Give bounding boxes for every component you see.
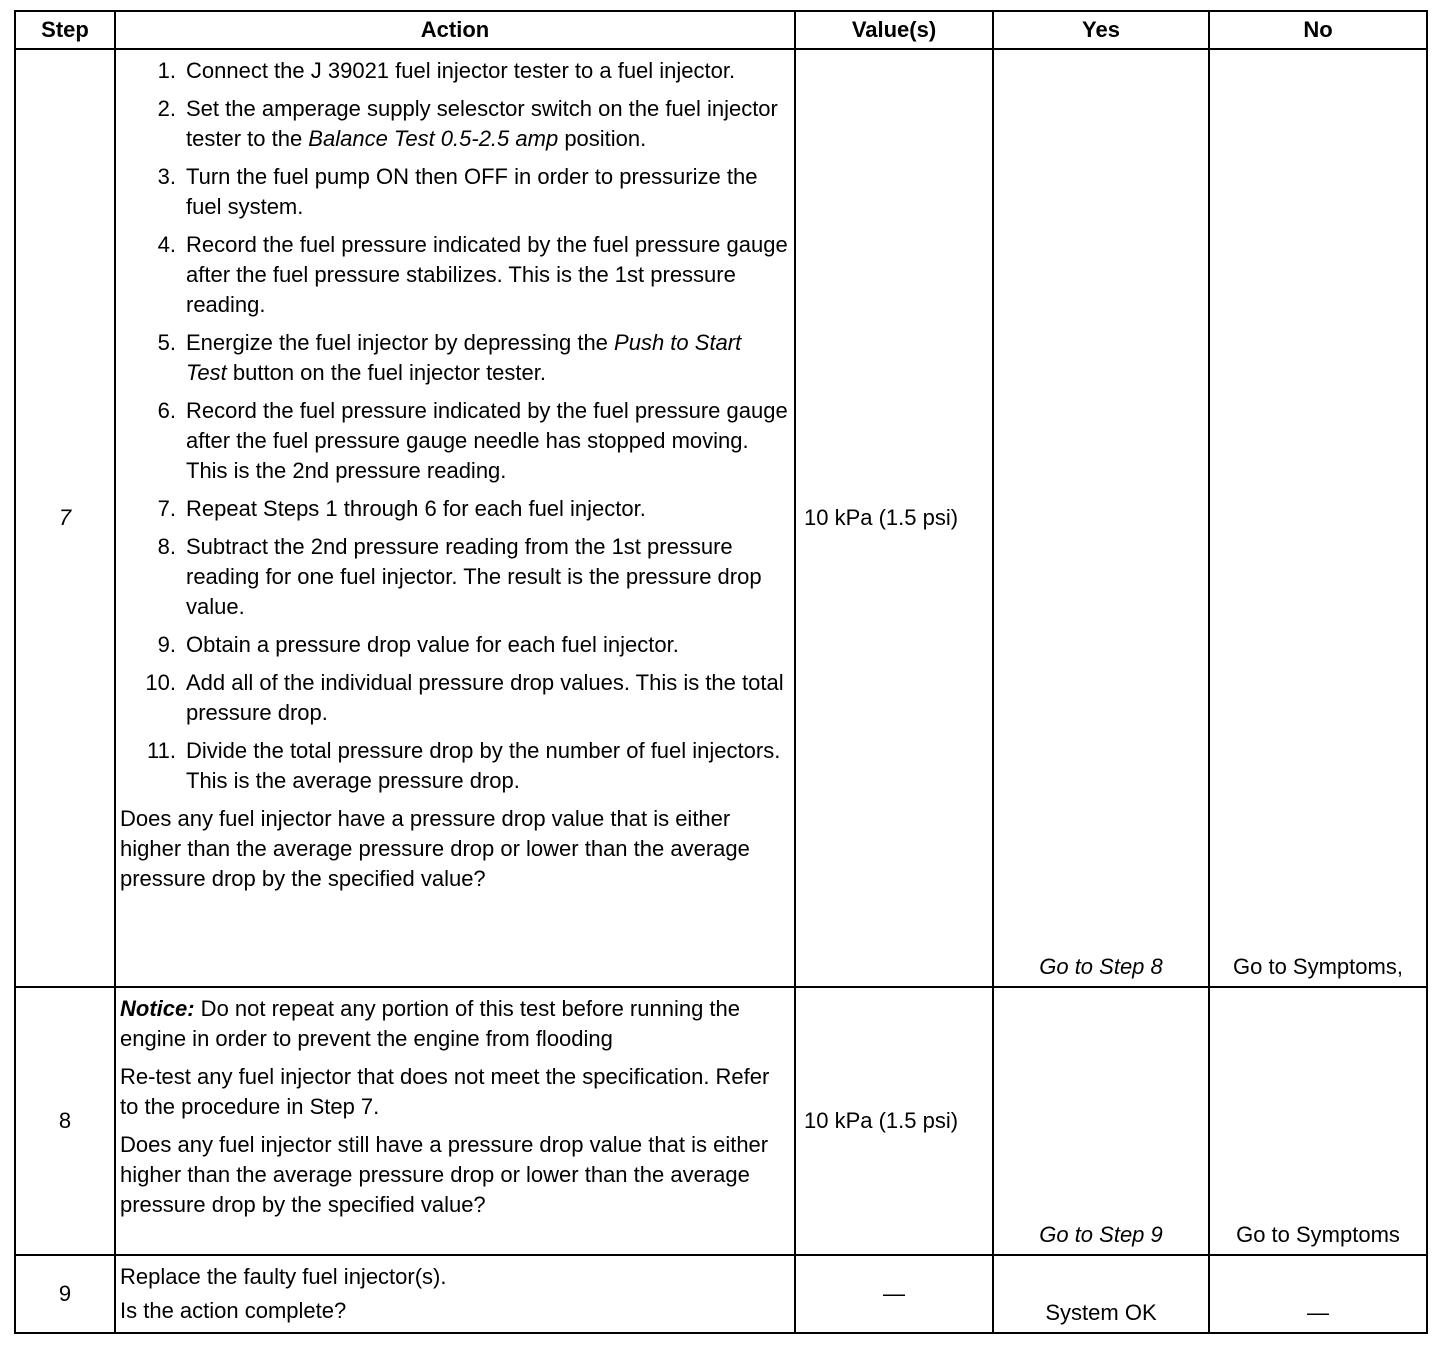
header-row <box>15 11 1427 49</box>
notice-paragraph: Notice: Do not repeat any portion of this test before running the engine in order to prevent the engine from flooding <box>120 996 741 1051</box>
action-cell <box>115 1255 795 1333</box>
list-item: 8. Subtract the 2nd pressure reading from the 1st pressure reading for one fuel injector. The result is the pressure drop value. <box>157 534 762 619</box>
yes-link: Go to Step 8 <box>1039 954 1163 979</box>
yes-cell <box>993 49 1209 987</box>
value-cell: 10 kPa (1.5 psi) <box>795 987 993 1255</box>
step-number: 7 <box>15 49 115 987</box>
list-item: 10. Add all of the individual pressure drop values. This is the total pressure drop. <box>145 670 784 725</box>
yes-link: Go to Step 9 <box>1039 1222 1163 1247</box>
list-item: 9. Obtain a pressure drop value for each fuel injector. <box>157 632 679 657</box>
no-cell: Go to Symptoms, <box>1209 49 1427 987</box>
header-yes: Yes <box>993 11 1209 49</box>
header-no: No <box>1209 11 1427 49</box>
list-item: 7. Repeat Steps 1 through 6 for each fuel injector. <box>157 496 646 521</box>
table-row-step-9 <box>15 1255 1427 1333</box>
step-question: Does any fuel injector have a pressure drop value that is either higher than the average pressure drop or lower than the average pressure drop by the specified value? <box>120 806 750 891</box>
yes-cell <box>993 987 1209 1255</box>
yes-cell: System OK <box>993 1255 1209 1333</box>
instruction-paragraph: Replace the faulty fuel injector(s). <box>120 1264 447 1289</box>
list-item: 1. Connect the J 39021 fuel injector tester to a fuel injector. <box>157 58 736 83</box>
step-question: Does any fuel injector still have a pressure drop value that is either higher than the average pressure drop or lower than the average pressure drop by the specified value? <box>120 1132 769 1217</box>
value-cell: 10 kPa (1.5 psi) <box>795 49 993 987</box>
header-action: Action <box>115 11 795 49</box>
notice-label: Notice: <box>120 996 195 1021</box>
list-item: 6. Record the fuel pressure indicated by the fuel pressure gauge after the fuel pressure gauge needle has stopped moving. This is the 2nd pressure reading. <box>157 398 788 483</box>
list-item: 11. Divide the total pressure drop by the number of fuel injectors. This is the average pressure drop. <box>147 738 781 793</box>
list-item: 4. Record the fuel pressure indicated by the fuel pressure gauge after the fuel pressure stabilizes. This is the 1st pressure reading. <box>157 232 788 317</box>
action-cell <box>115 49 795 987</box>
value-dash: — <box>883 1281 905 1306</box>
procedure-list <box>120 56 788 796</box>
step-question: Is the action complete? <box>120 1298 347 1323</box>
no-dash: — <box>1307 1300 1329 1325</box>
diagnostic-table <box>14 10 1428 1334</box>
value-cell <box>795 1255 993 1333</box>
header-values: Value(s) <box>795 11 993 49</box>
no-cell <box>1209 1255 1427 1333</box>
list-item: 5. Energize the fuel injector by depressing the Push to Start Test button on the fuel injector tester. <box>157 330 742 385</box>
action-cell <box>115 987 795 1255</box>
list-item: 2. Set the amperage supply selesctor switch on the fuel injector tester to the Balance Test 0.5-2.5 amp position. <box>157 96 778 151</box>
list-item: 3. Turn the fuel pump ON then OFF in order to pressurize the fuel system. <box>157 164 758 219</box>
instruction-paragraph: Re-test any fuel injector that does not meet the specification. Refer to the procedure in Step 7. <box>120 1064 770 1119</box>
step-number: 8 <box>15 987 115 1255</box>
no-cell: Go to Symptoms <box>1209 987 1427 1255</box>
table-row-step-8 <box>15 987 1427 1255</box>
header-step: Step <box>15 11 115 49</box>
table-row-step-7 <box>15 49 1427 987</box>
step-number: 9 <box>15 1255 115 1333</box>
